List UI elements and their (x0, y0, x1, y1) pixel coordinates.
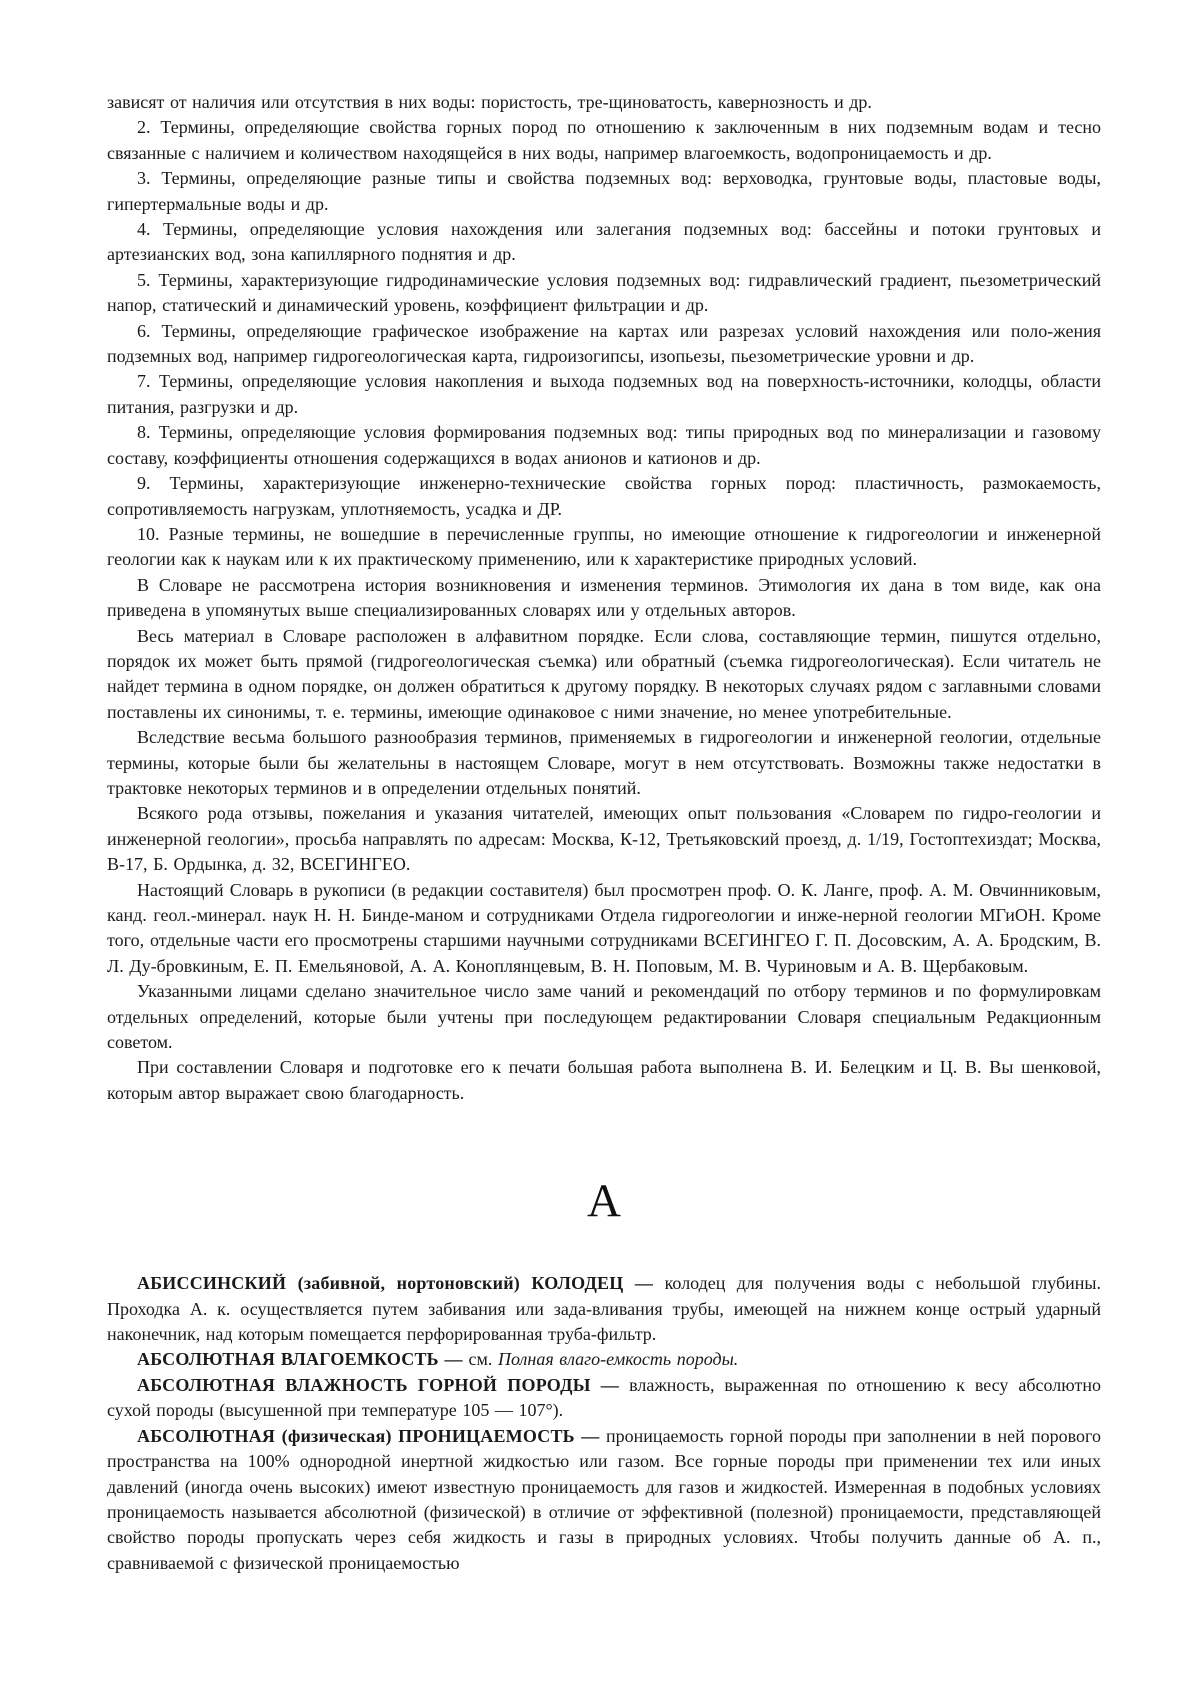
entry-cross-reference-italic: Полная влаго-емкость породы. (498, 1349, 739, 1370)
dictionary-entry (107, 1347, 1101, 1372)
preface-paragraph: 5. Термины, характеризующие гидродинамические условия подземных вод: гидравлический градиент, пьезометрический напор, статический и динамический уровень, коэффициент фильтрации и др. (107, 269, 1101, 316)
preface-paragraph: 6. Термины, определяющие графическое изображение на картах или разрезах условий нахождения или поло-жения подземных вод, например гидрогеологическая карта, гидроизогипсы, изопьезы, пьезометрические уровни и др. (107, 320, 1101, 367)
preface-paragraph: 9. Термины, характеризующие инженерно-технические свойства горных пород: пластичность, размокаемость, сопротивляемость нагрузкам, уплотняемость, усадка и ДР. (107, 473, 1101, 519)
preface-paragraph: При составлении Словаря и подготовке его к печати большая работа выполнена В. И. Белецким и Ц. В. Вы шенковой, которым автор выражает свою благодарность. (107, 1057, 1101, 1103)
preface-paragraph: Весь материал в Словаре расположен в алфавитном порядке. Если слова, составляющие термин, пишутся отдельно, порядок их может быть прямой (гидрогеологическая съемка) или обратный (съемка гидрогеологическая). Если читатель не найдет термина в одном порядке, он должен обратиться к другому порядку. В некоторых случаях рядом с заглавными словами поставлены их синонимы, т. е. термины, имеющие одинаковое с ними значение, но менее употребительные. (107, 625, 1101, 722)
preface-paragraph: Вследствие весьма большого разнообразия терминов, применяемых в гидрогеологии и инженерной геологии, отдельные термины, которые были бы желательны в настоящем Словаре, могут в нем отсутствовать. Возможны также недостатки в трактовке некоторых терминов и в определении отдельных понятий. (107, 727, 1101, 798)
section-letter-heading: А (587, 1175, 621, 1228)
entry-headword: АБИССИНСКИЙ (забивной, нортоновский) КОЛОДЕЦ — (137, 1273, 665, 1294)
entry-headword: АБСОЛЮТНАЯ ВЛАЖНОСТЬ ГОРНОЙ ПОРОДЫ — (137, 1374, 630, 1395)
preface-paragraph: 7. Термины, определяющие условия накопления и выхода подземных вод на поверхность-источники, колодцы, области питания, разгрузки и др. (107, 371, 1101, 417)
entry-definition: колодец для получения воды с небольшой глубины. Проходка А. к. осуществляется путем забивания или зада-вливания трубы, имеющей на нижнем конце острый ударный наконечник, над которым помещается перфорированная труба-фильтр. (107, 1273, 1101, 1345)
preface-paragraph: Всякого рода отзывы, пожелания и указания читателей, имеющих опыт пользования «Словарем по гидро-геологии и инженерной геологии», просьба направлять по адресам: Москва, К-12, Третьяковский проезд, д. 1/19, Гостоптехиздат; Москва, В-17, Б. Ордынка, д. 32, ВСЕГИНГЕО. (107, 803, 1101, 875)
preface-paragraph: 10. Разные термины, не вошедшие в перечисленные группы, но имеющие отношение к гидрогеологии и инженерной геологии как к наукам или к их практическому применению, или к характеристике природных условий. (107, 523, 1101, 570)
entry-definition: проницаемость горной породы при заполнении в ней порового пространства на 100% однородной инертной жидкостью или газом. Все горные породы при применении тех или иных давлений (иногда очень высоких) имеют известную проницаемость для газов и жидкостей. Измеренная в подобных условиях проницаемость называется абсолютной (физической) в отличие от эффективной (полезной) проницаемости, представляющей свойство породы пропускать через себя жидкость и газы в природных условиях. Чтобы получить данные об А. п., сравниваемой с физической проницаемостью (107, 1425, 1101, 1573)
preface-paragraph: зависят от наличия или отсутствия в них воды: пористость, тре-щиноватость, кавернозность и др. (107, 92, 872, 112)
entry-definition: влажность, выраженная по отношению к весу абсолютно сухой породы (высушенной при температуре 105 — 107°). (107, 1374, 1101, 1421)
preface-paragraph: 8. Термины, определяющие условия формирования подземных вод: типы природных вод по минерализации и газовому составу, коэффициенты отношения содержащихся в водах анионов и катионов и др. (107, 422, 1101, 468)
dictionary-entry (107, 1271, 1101, 1347)
dictionary-entry (107, 1424, 1101, 1576)
preface-paragraph: Настоящий Словарь в рукописи (в редакции составителя) был просмотрен проф. О. К. Ланге, проф. А. М. Овчинниковым, канд. геол.-минерал. наук Н. Н. Бинде-маном и сотрудниками Отдела гидрогеологии и инже-нерной геологии МГиОН. Кроме того, отдельные части его просмотрены старшими научными сотрудниками ВСЕГИНГЕО Г. П. Досовским, А. А. Бродским, В. Л. Ду-бровкиным, Е. П. Емельяновой, А. А. Коноплянцевым, В. Н. Поповым, М. В. Чуриновым и А. В. Щербаковым. (107, 879, 1101, 976)
preface-paragraph: Указанными лицами сделано значительное число заме чаний и рекомендаций по отбору терминов и по формулировкам отдельных определений, которые были учтены при последующем редактировании Словаря специальным Редакционным советом. (107, 981, 1101, 1053)
preface-paragraph: 4. Термины, определяющие условия нахождения или залегания подземных вод: бассейны и потоки грунтовых и артезианских вод, зона капиллярного поднятия и др. (107, 219, 1101, 265)
preface-section (107, 90, 1101, 1106)
entry-headword: АБСОЛЮТНАЯ ВЛАГОЕМКОСТЬ — (137, 1349, 469, 1370)
entry-cross-reference-lead: см. (468, 1349, 498, 1370)
preface-paragraph: 2. Термины, определяющие свойства горных пород по отношению к заключенным в них подземным водам и тесно связанные с наличием и количеством находящейся в них воды, например влагоемкость, водопроницаемость и др. (107, 117, 1101, 163)
preface-paragraph: 3. Термины, определяющие разные типы и свойства подземных вод: верховодка, грунтовые воды, пластовые воды, гипертермальные воды и др. (107, 168, 1101, 214)
preface-paragraph: В Словаре не рассмотрена история возникновения и изменения терминов. Этимология их дана в том виде, как она приведена в упомянутых выше специализированных словарях или у отдельных авторов. (107, 574, 1101, 621)
entry-headword: АБСОЛЮТНАЯ (физическая) ПРОНИЦАЕМОСТЬ — (137, 1425, 607, 1446)
entries-section (107, 1271, 1101, 1576)
dictionary-entry (107, 1373, 1101, 1424)
